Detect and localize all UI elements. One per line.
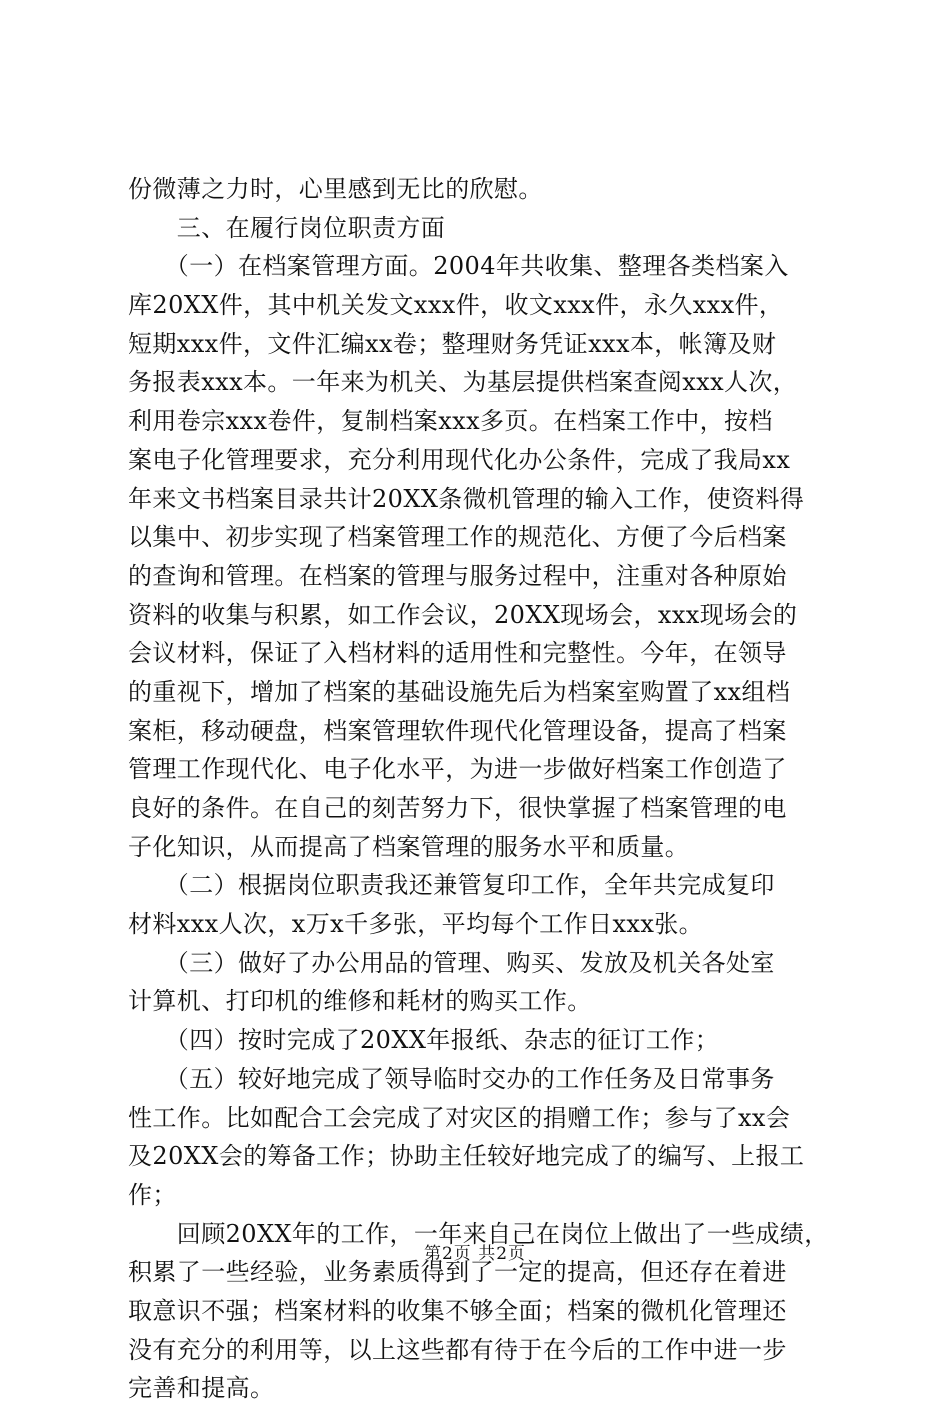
text-line: 的查询和管理。在档案的管理与服务过程中，注重对各种原始 — [128, 561, 787, 590]
text-line: 年来文书档案目录共计20XX条微机管理的输入工作，使资料得 — [128, 484, 805, 513]
text-line: 资料的收集与积累，如工作会议，20XX现场会，xxx现场会的 — [128, 600, 798, 629]
text-line: 作； — [128, 1180, 177, 1209]
text-line: 的重视下，增加了档案的基础设施先后为档案室购置了xx组档 — [128, 677, 791, 706]
text-line: 短期xxx件，文件汇编xx卷；整理财务凭证xxx本，帐簿及财 — [128, 329, 777, 358]
text-line: 完善和提高。 — [128, 1374, 275, 1403]
text-line: 没有充分的利用等，以上这些都有待于在今后的工作中进一步 — [128, 1335, 787, 1364]
text-line: 回顾20XX年的工作，一年来自己在岗位上做出了一些成绩， — [128, 1219, 829, 1248]
text-line: 取意识不强；档案材料的收集不够全面；档案的微机化管理还 — [128, 1296, 787, 1325]
text-line: 及20XX会的筹备工作；协助主任较好地完成了的编写、上报工 — [128, 1142, 805, 1171]
text-line: 案电子化管理要求，充分利用现代化办公条件，完成了我局xx — [128, 445, 791, 474]
text-line: 计算机、打印机的维修和耗材的购买工作。 — [128, 987, 592, 1016]
text-line: 以集中、初步实现了档案管理工作的规范化、方便了今后档案 — [128, 523, 787, 552]
text-line: 会议材料，保证了入档材料的适用性和完整性。今年，在领导 — [128, 639, 787, 668]
text-line: 子化知识，从而提高了档案管理的服务水平和质量。 — [128, 832, 690, 861]
text-line: 性工作。比如配合工会完成了对灾区的捐赠工作；参与了xx会 — [128, 1103, 791, 1132]
text-line: （一）在档案管理方面。2004年共收集、整理各类档案入 — [128, 252, 789, 281]
text-line: 利用卷宗xxx卷件，复制档案xxx多页。在档案工作中，按档 — [128, 407, 773, 436]
text-line: 份微薄之力时，心里感到无比的欣慰。 — [128, 175, 543, 203]
text-line: 积累了一些经验，业务素质得到了一定的提高，但还存在着进 — [128, 1258, 787, 1287]
text-line: 库20XX件，其中机关发文xxx件，收文xxx件，永久xxx件， — [128, 291, 784, 320]
text-line: 案柜，移动硬盘，档案管理软件现代化管理设备，提高了档案 — [128, 716, 787, 745]
text-line: （四）按时完成了20XX年报纸、杂志的征订工作； — [128, 1026, 720, 1055]
text-line: 良好的条件。在自己的刻苦努力下，很快掌握了档案管理的电 — [128, 794, 787, 822]
document-body — [128, 170, 832, 1408]
text-line: 管理工作现代化、电子化水平，为进一步做好档案工作创造了 — [128, 755, 787, 784]
section-heading: 三、在履行岗位职责方面 — [128, 213, 446, 242]
page-number-footer: 第2页 共2页 — [423, 1244, 527, 1264]
text-line: （五）较好地完成了领导临时交办的工作任务及日常事务 — [128, 1064, 775, 1093]
text-line: （三）做好了办公用品的管理、购买、发放及机关各处室 — [128, 948, 775, 977]
text-line: 务报表xxx本。一年来为机关、为基层提供档案查阅xxx人次， — [128, 368, 798, 397]
text-line: 材料xxx人次，x万x千多张，平均每个工作日xxx张。 — [128, 910, 704, 939]
text-line: （二）根据岗位职责我还兼管复印工作，全年共完成复印 — [128, 871, 775, 900]
